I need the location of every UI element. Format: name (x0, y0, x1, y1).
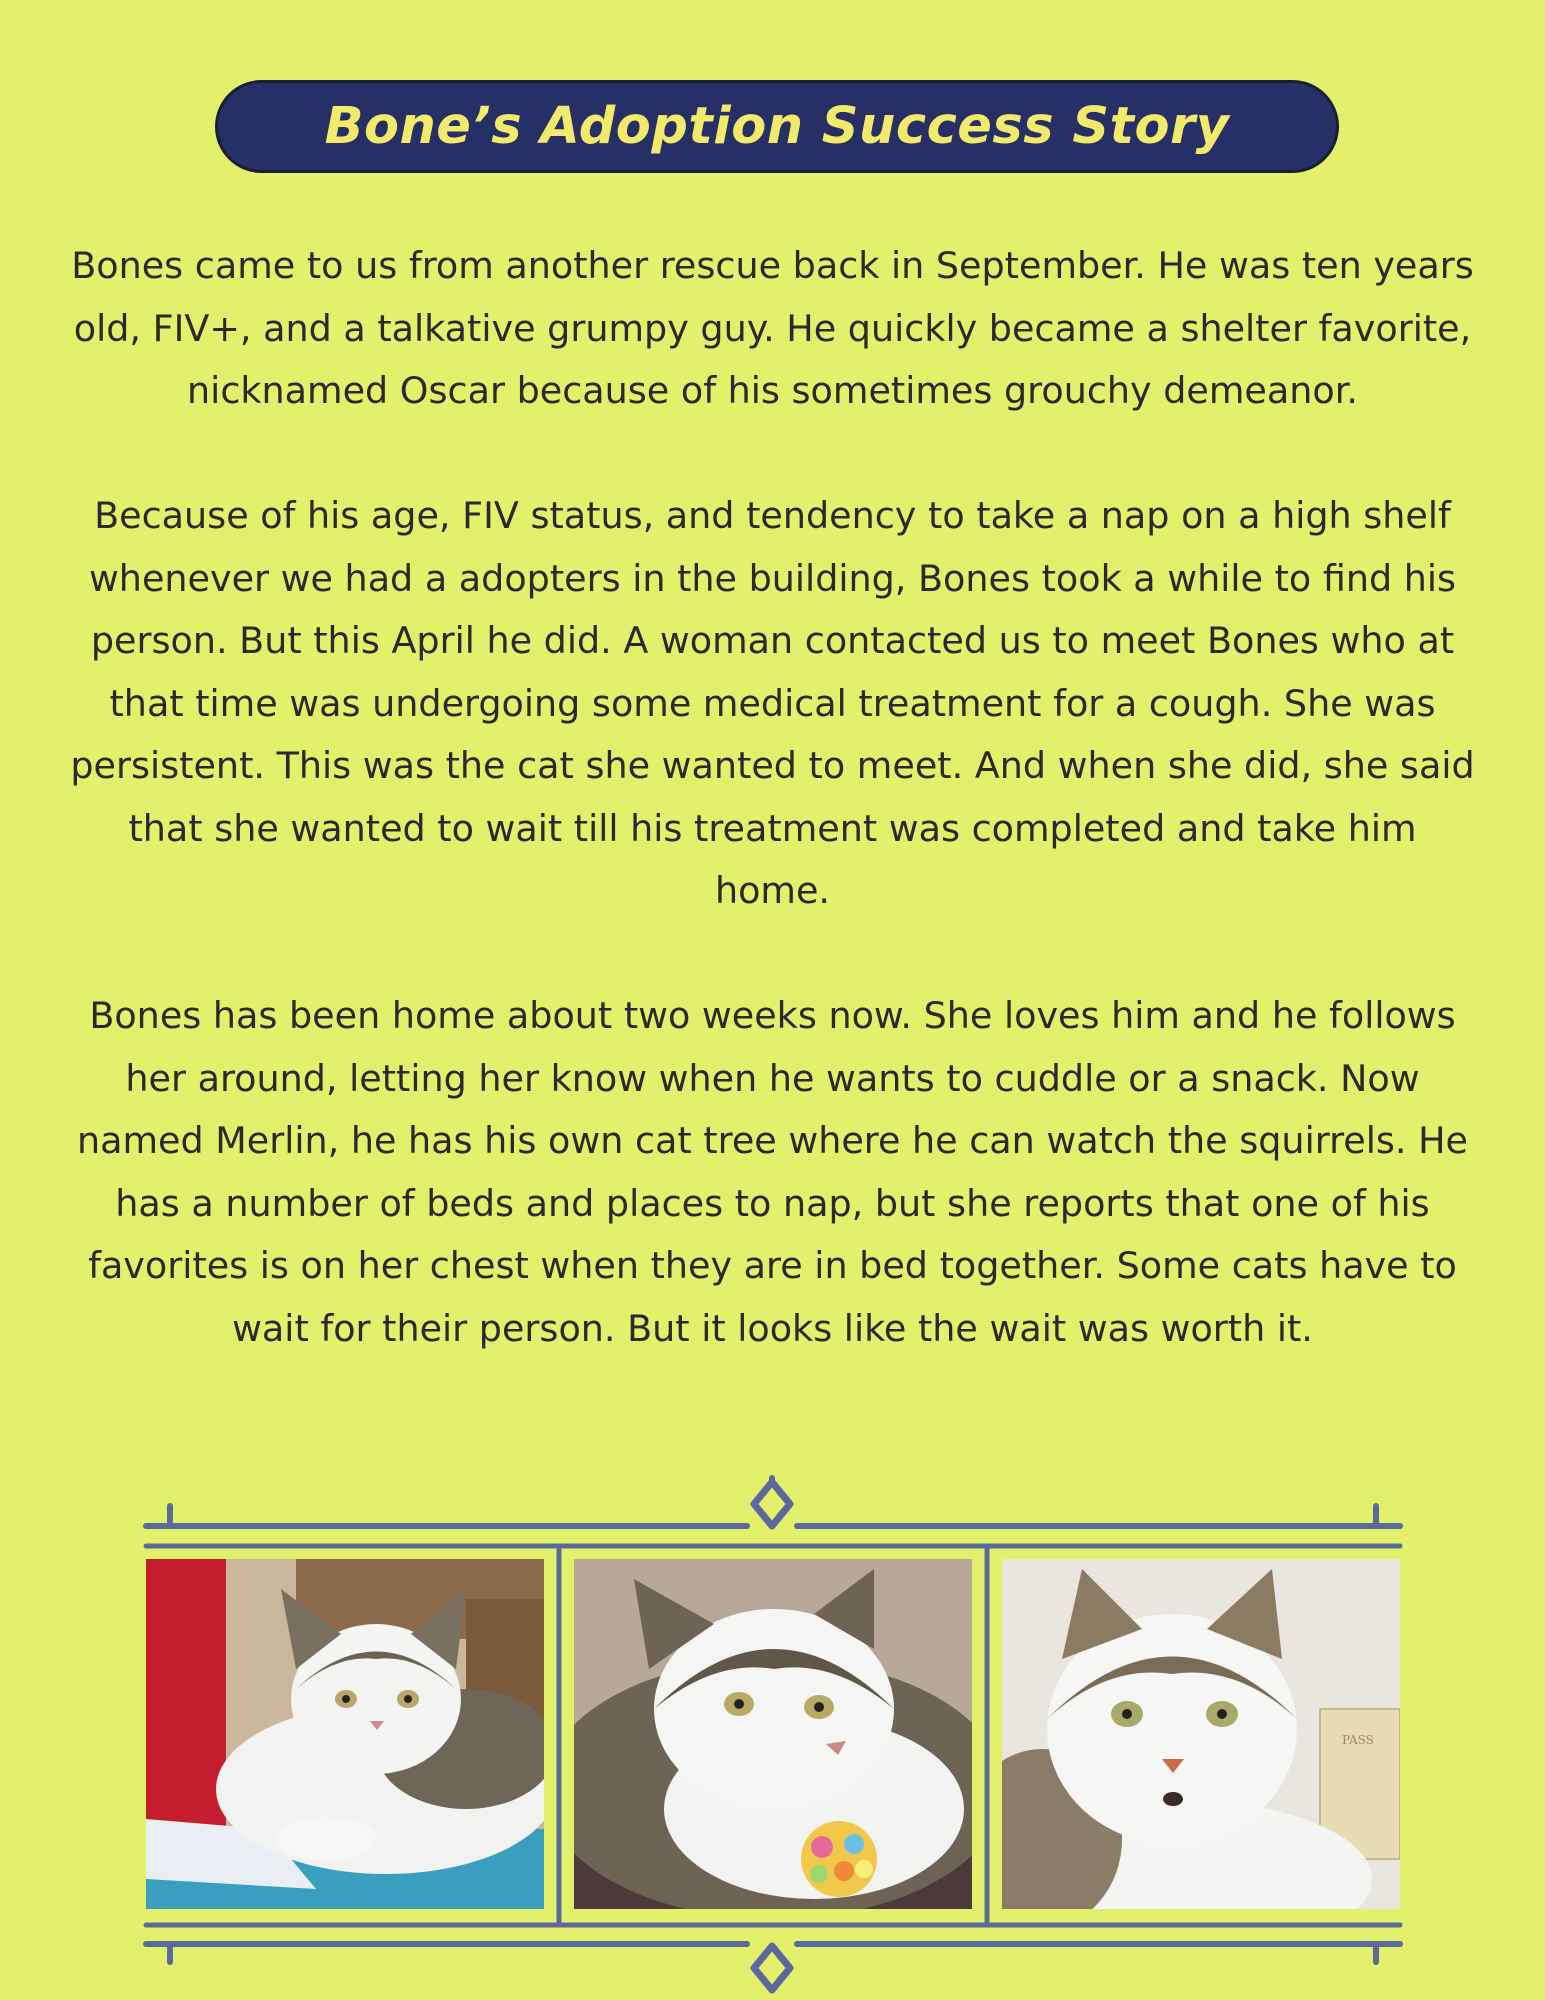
title-banner (215, 80, 1339, 173)
story-paragraph-3: Bones has been home about two weeks now. She loves him and he follows her around, letting her know when he wants to cuddle or a snack. Now named Merlin, he has his own cat tree where he can watch the squirrels. He has a number of beds and places to nap, but she reports that one of his favorites is on her chest when they are in bed together. Some cats have to wait for their person. But it looks like the wait was worth it. (76, 994, 1468, 1350)
cat-photo-3 (1002, 1559, 1400, 1909)
cat-photo-2 (574, 1559, 972, 1909)
page-title: Bone’s Adoption Success Story (324, 97, 1230, 156)
cat-photo-1 (146, 1559, 544, 1909)
passport-tag: PASS (1342, 1733, 1374, 1747)
story-paragraph-1: Bones came to us from another rescue back in September. He was ten years old, FIV+, and a talkative grumpy guy. He quickly became a shelter favorite, nicknamed Oscar because of his sometimes grouchy demeanor. (71, 244, 1474, 412)
story-paragraph-2: Because of his age, FIV status, and tendency to take a nap on a high shelf whenever we had a adopters in the building, Bones took a while to find his person. But this April he did. A woman contacted us to meet Bones who at that time was undergoing some medical treatment for a cough. She was persistent. This was the cat she wanted to meet. And when she did, she said that she wanted to wait till his treatment was completed and take him home. (70, 494, 1475, 912)
story-body (70, 235, 1475, 1360)
